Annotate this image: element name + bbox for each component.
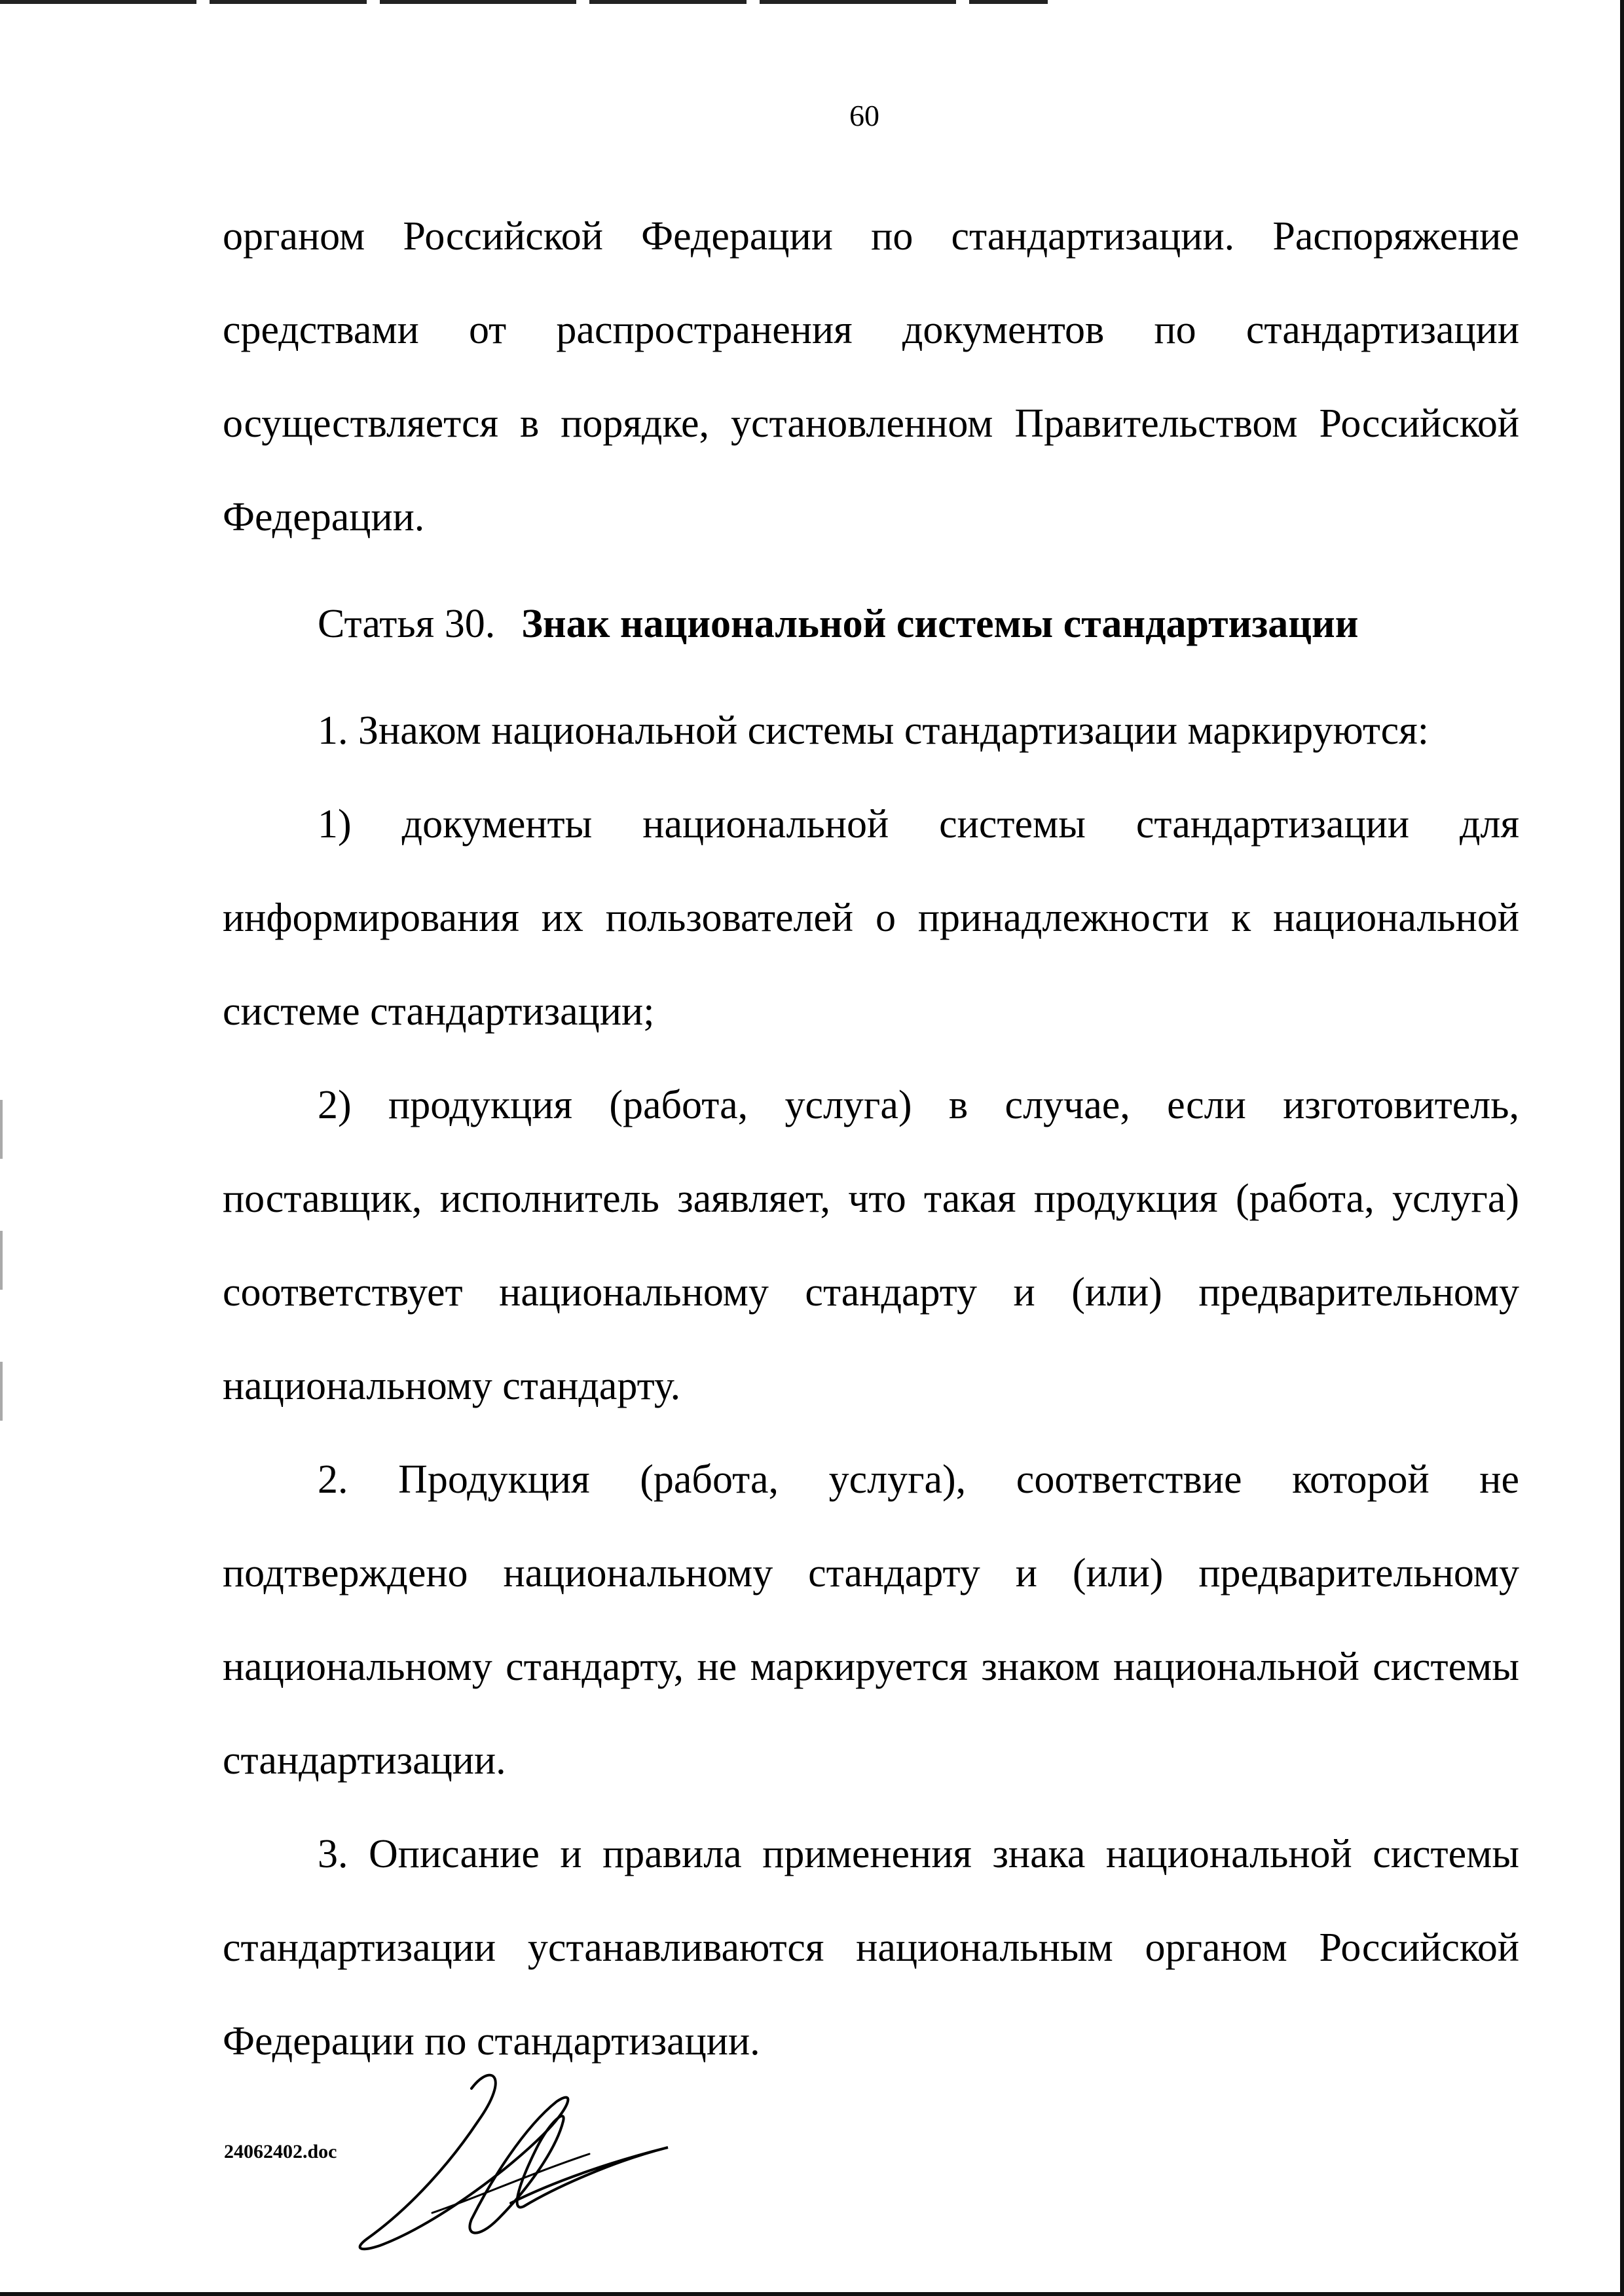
clause-3: 3. Описание и правила применения знака национальной системы стандартизации устанавливаются национальным органом Российской Федерации по стандартизации. <box>223 1832 1519 2064</box>
clause-1: 1. Знаком национальной системы стандартизации маркируются: <box>318 708 1429 753</box>
article-number: Статья 30. <box>318 602 496 646</box>
clause-2: 2. Продукция (работа, услуга), соответствие которой не подтверждено национальному стандарту и (или) предварительному национальному стандарту, не маркируется знаком национальной системы стандартизации. <box>223 1457 1519 1783</box>
document-body <box>223 190 1519 2088</box>
clause-1-item-2: 2) продукция (работа, услуга) в случае, если изготовитель, поставщик, исполнитель заявляет, что такая продукция (работа, услуга) соответствует национальному стандарту и (или) предварительному национальному стандарту. <box>223 1083 1519 1408</box>
document-file-reference: 24062402.doc <box>224 2141 337 2162</box>
scan-border-top <box>0 0 1048 4</box>
clause-1-item-1: 1) документы национальной системы стандартизации для информирования их пользователей о принадлежности к национальной системе стандартизации; <box>223 802 1519 1034</box>
article-heading <box>223 577 1519 671</box>
scan-edge-marks <box>0 1100 3 1427</box>
article-title: Знак национальной системы стандартизации <box>521 602 1359 646</box>
handwritten-signature <box>341 2062 681 2259</box>
page-number: 60 <box>849 99 879 132</box>
scan-border-right <box>1620 0 1624 2296</box>
scan-border-bottom <box>0 2292 1624 2296</box>
continued-paragraph: органом Российской Федерации по стандартизации. Распоряжение средствами от распространения документов по стандартизации осуществляется в порядке, установленном Правительством Российской Федерации. <box>223 214 1519 539</box>
